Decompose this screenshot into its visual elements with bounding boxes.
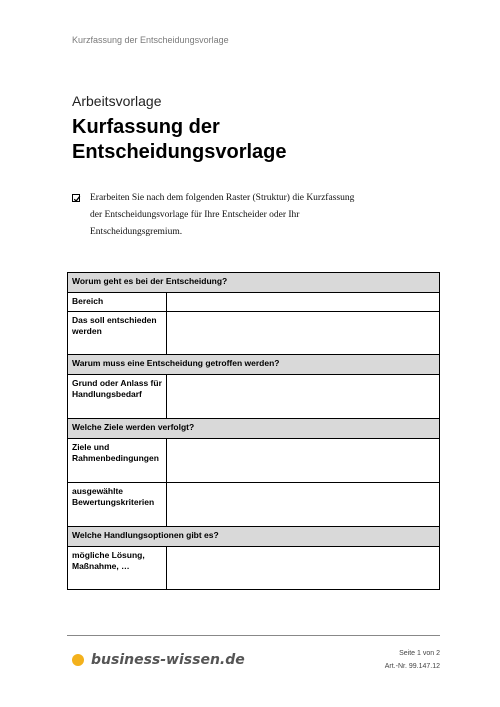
section-header-row	[68, 355, 440, 375]
section-header-row	[68, 527, 440, 547]
document-subtitle: Arbeitsvorlage	[72, 93, 162, 109]
section-heading: Warum muss eine Entscheidung getroffen werden?	[68, 355, 440, 375]
input-cell[interactable]	[167, 312, 440, 355]
task-line-2: der Entscheidungsvorlage für Ihre Entscheider oder Ihr	[90, 210, 300, 220]
page-number: Seite 1 von 2	[399, 650, 440, 657]
input-cell[interactable]	[167, 293, 440, 312]
title-line-2: Entscheidungsvorlage	[72, 141, 287, 163]
table-row	[68, 483, 440, 527]
row-label: mögliche Lösung, Maßnahme, …	[68, 547, 167, 590]
task-line-3: Entscheidungsgremium.	[90, 227, 183, 237]
row-label: Grund oder Anlass für Handlungsbedarf	[68, 375, 167, 419]
table-row	[68, 312, 440, 355]
row-label: Bereich	[68, 293, 167, 312]
input-cell[interactable]	[167, 375, 440, 419]
page-info	[385, 647, 440, 673]
section-heading: Worum geht es bei der Entscheidung?	[68, 273, 440, 293]
section-header-row	[68, 273, 440, 293]
running-header: Kurzfassung der Entscheidungsvorlage	[72, 35, 229, 45]
input-cell[interactable]	[167, 483, 440, 527]
task-instruction	[72, 190, 372, 241]
logo-dot-icon	[72, 654, 84, 666]
task-line-1: Erarbeiten Sie nach dem folgenden Raster (Struktur) die Kurzfassung	[90, 193, 355, 203]
checkbox-checked-icon	[72, 194, 80, 202]
section-heading: Welche Ziele werden verfolgt?	[68, 419, 440, 439]
logo-text: business-wissen.de	[91, 652, 245, 668]
input-cell[interactable]	[167, 547, 440, 590]
table-row	[68, 439, 440, 483]
row-label: ausgewählte Bewertungskriterien	[68, 483, 167, 527]
article-number: Art.-Nr. 99.147.12	[384, 663, 440, 670]
input-cell[interactable]	[167, 439, 440, 483]
table-row	[68, 293, 440, 312]
section-heading: Welche Handlungsoptionen gibt es?	[68, 527, 440, 547]
table-row	[68, 375, 440, 419]
title-line-1: Kurfassung der	[72, 116, 220, 138]
row-label: Das soll entschieden werden	[68, 312, 167, 355]
document-title	[72, 115, 287, 165]
footer-divider	[67, 635, 440, 636]
section-header-row	[68, 419, 440, 439]
row-label: Ziele und Rahmenbedingungen	[68, 439, 167, 483]
decision-template-table	[67, 272, 440, 590]
brand-logo[interactable]	[72, 652, 245, 668]
table-row	[68, 547, 440, 590]
